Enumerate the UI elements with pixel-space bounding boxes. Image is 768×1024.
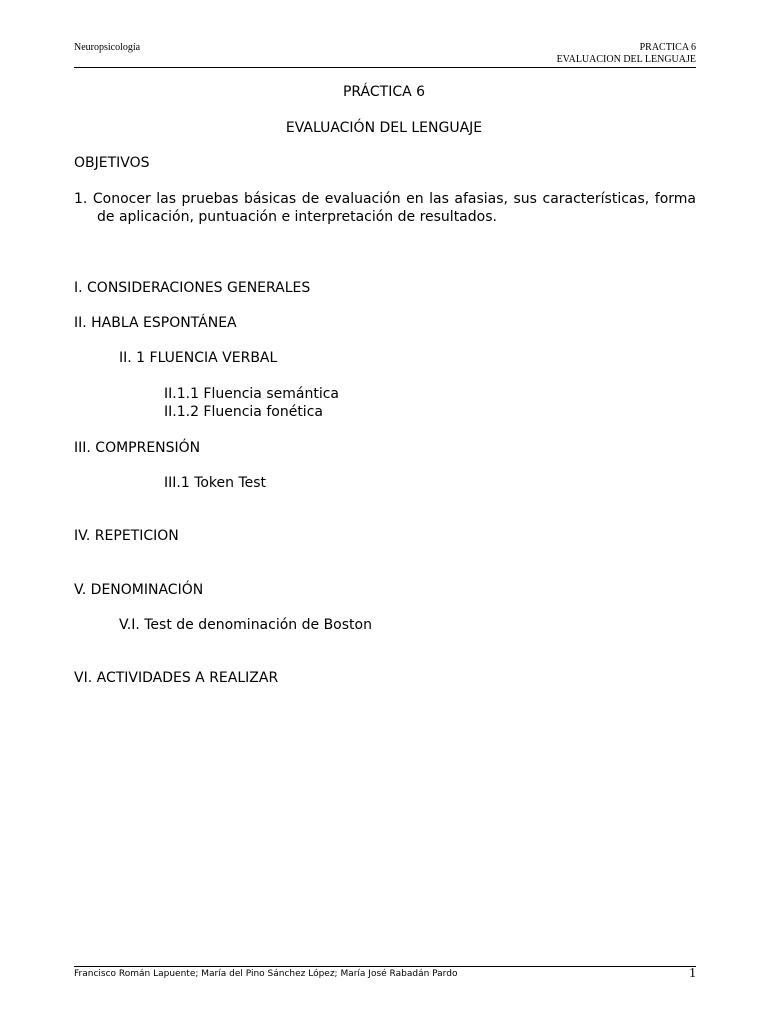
header-practice-topic: EVALUACION DEL LENGUAJE xyxy=(556,54,696,65)
objective-item: 1. Conocer las pruebas básicas de evaluación en las afasias, sus características, forma de aplicación, puntuación e interpretación de resultados. xyxy=(74,191,696,225)
subsubsection-heading: II.1.2 Fluencia fonética xyxy=(164,404,323,420)
header-course-name: Neuropsicología xyxy=(74,42,141,53)
header-practice-label xyxy=(557,42,696,66)
section-heading: III. COMPRENSIÓN xyxy=(74,440,201,456)
section-heading: IV. REPETICION xyxy=(74,528,179,544)
page-subtitle: EVALUACIÓN DEL LENGUAJE xyxy=(285,120,483,136)
page-title: PRÁCTICA 6 xyxy=(342,84,426,100)
footer-authors: Francisco Román Lapuente; María del Pino Sánchez López; María José Rabadán Pardo xyxy=(74,969,458,979)
subsection-heading: II. 1 FLUENCIA VERBAL xyxy=(119,350,278,366)
objectives-heading: OBJETIVOS xyxy=(74,155,150,171)
subsubsection-heading: II.1.1 Fluencia semántica xyxy=(164,386,339,402)
section-heading: V. DENOMINACIÓN xyxy=(74,582,204,598)
section-heading: I. CONSIDERACIONES GENERALES xyxy=(74,280,311,296)
header-practice-number: PRACTICA 6 xyxy=(639,42,696,53)
section-heading: II. HABLA ESPONTÁNEA xyxy=(74,315,237,331)
page-number: 1 xyxy=(689,966,696,981)
header-rule xyxy=(74,67,696,68)
subsection-heading: V.I. Test de denominación de Boston xyxy=(119,617,372,633)
footer-rule xyxy=(74,966,696,967)
section-heading: VI. ACTIVIDADES A REALIZAR xyxy=(74,670,279,686)
subsubsection-heading: III.1 Token Test xyxy=(164,475,267,491)
